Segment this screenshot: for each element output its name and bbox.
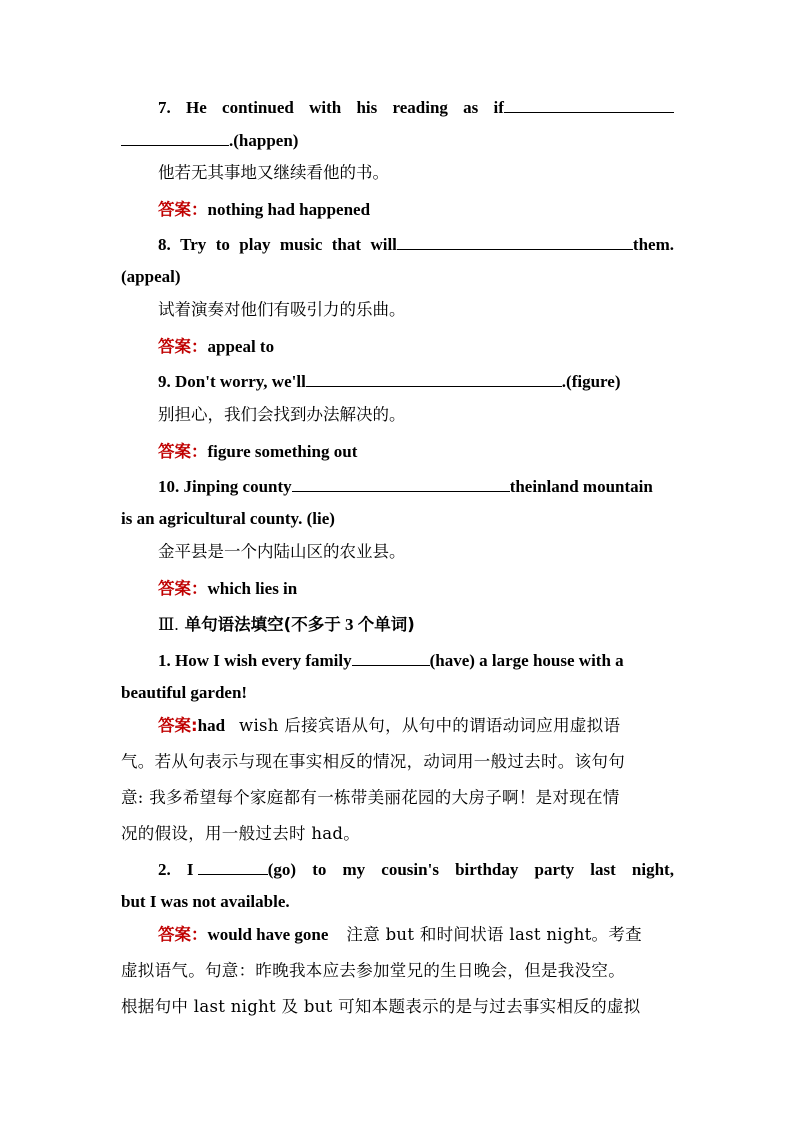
- g1-line1: [158, 649, 674, 671]
- q8-will-blank: [370, 233, 674, 256]
- q8-word: them.: [632, 235, 674, 254]
- g1-text: 1. How I wish every family: [158, 651, 352, 670]
- g2-word: to: [312, 860, 327, 879]
- g1-explanation-2: 气。若从句表示与现在事实相反的情况，动词用一般过去时。该句句: [121, 752, 625, 771]
- q7-word: reading: [392, 98, 448, 117]
- g2-word: my: [342, 860, 366, 879]
- q9-hint: .(figure): [561, 372, 621, 391]
- g2-word: cousin's: [381, 860, 439, 879]
- q10-text: 10. Jinping county: [158, 477, 292, 496]
- q10-answer-line: [158, 578, 674, 600]
- answer-label: 答案：: [158, 337, 208, 356]
- q7-word: if: [493, 98, 504, 117]
- section-numeral: Ⅲ.: [158, 615, 179, 634]
- q10-line2: is an agricultural county. (lie): [121, 509, 335, 528]
- g2-answer: would have gone: [207, 925, 329, 944]
- answer-blank[interactable]: [352, 649, 430, 666]
- q8-word: to: [215, 235, 230, 254]
- q7-number: 7.: [158, 98, 171, 117]
- q7-word: He: [186, 98, 207, 117]
- q10-answer: which lies in: [207, 579, 298, 598]
- q9-line1: [158, 370, 674, 392]
- answer-label: 答案：: [158, 925, 208, 944]
- q8-word: Try: [180, 235, 207, 254]
- q9-answer-line: [158, 441, 674, 463]
- answer-blank[interactable]: [292, 475, 510, 492]
- q7-word: with: [309, 98, 342, 117]
- q8-word: will: [370, 235, 397, 254]
- answer-blank[interactable]: [121, 129, 229, 146]
- answer-label: 答案：: [158, 579, 208, 598]
- g2-number: 2.: [158, 860, 171, 879]
- g1-explanation-3: 意: 我多希望每个家庭都有一栋带美丽花园的大房子啊！是对现在情: [121, 788, 620, 807]
- section-3-heading: [158, 614, 674, 636]
- q7-if-blank: [494, 96, 674, 119]
- g2-word: last: [590, 860, 616, 879]
- q9-chinese: 别担心，我们会找到办法解决的。: [158, 405, 406, 424]
- section-note-close: 个单词): [357, 615, 415, 634]
- answer-blank[interactable]: [306, 370, 562, 387]
- q8-chinese: 试着演奏对他们有吸引力的乐曲。: [158, 300, 406, 319]
- section-title: 单句语法填空: [184, 615, 284, 634]
- g2-answer-line: [158, 924, 674, 946]
- g2-line2: but I was not available.: [121, 892, 290, 911]
- q10-line1: [158, 475, 674, 497]
- q7-word: his: [356, 98, 378, 117]
- answer-label: 答案：: [158, 200, 208, 219]
- g2-explanation-3: 根据句中 last night 及 but 可知本题表示的是与过去事实相反的虚拟: [121, 997, 641, 1016]
- answer-blank[interactable]: [504, 96, 674, 113]
- q8-hint: (appeal): [121, 267, 181, 286]
- section-note-num: 3: [344, 615, 354, 634]
- g2-word: I: [186, 860, 194, 879]
- q10-after: theinland mountain: [509, 477, 653, 496]
- q7-line2: [121, 129, 674, 151]
- answer-label: 答案：: [158, 442, 208, 461]
- q8-word: music: [279, 235, 323, 254]
- q7-answer: nothing had happened: [207, 200, 371, 219]
- g1-explanation-4: 况的假设，用一般过去时 had。: [121, 824, 361, 843]
- g1-line2: beautiful garden!: [121, 683, 248, 702]
- g2-explanation-2: 虚拟语气。句意：昨晚我本应去参加堂兄的生日晚会，但是我没空。: [121, 961, 625, 980]
- g2-word: night,: [631, 860, 674, 879]
- g2-word: party: [534, 860, 575, 879]
- answer-blank[interactable]: [198, 858, 268, 875]
- answer-blank[interactable]: [397, 233, 633, 250]
- q9-text: 9. Don't worry, we'll: [158, 372, 306, 391]
- q8-answer: appeal to: [207, 337, 275, 356]
- g1-after: (have) a large house with a: [429, 651, 624, 670]
- g2-line1: [158, 858, 674, 880]
- q7-line1: [158, 96, 674, 118]
- section-note-open: (不多于: [283, 615, 341, 634]
- g1-answer-line: [158, 715, 674, 737]
- q7-answer-line: [158, 199, 674, 221]
- g1-answer: had: [197, 716, 226, 735]
- q8-word: that: [331, 235, 362, 254]
- g1-explanation-1: wish 后接宾语从句，从句中的谓语动词应用虚拟语: [239, 716, 621, 735]
- q8-answer-line: [158, 336, 674, 358]
- g2-word: birthday: [455, 860, 519, 879]
- q8-number: 8.: [158, 235, 171, 254]
- q7-chinese: 他若无其事地又继续看他的书。: [158, 163, 389, 182]
- g2-word: (go): [267, 860, 297, 879]
- q8-word: play: [239, 235, 271, 254]
- q7-word: as: [463, 98, 479, 117]
- q10-chinese: 金平县是一个内陆山区的农业县。: [158, 542, 406, 561]
- answer-label: 答案:: [158, 716, 198, 735]
- q9-answer: figure something out: [207, 442, 358, 461]
- g2-i-blank: [187, 858, 296, 881]
- q7-word: continued: [222, 98, 294, 117]
- q8-line1: [158, 233, 674, 255]
- g2-explanation-1: 注意 but 和时间状语 last night。考查: [346, 925, 642, 944]
- q7-hint: .(happen): [229, 131, 299, 150]
